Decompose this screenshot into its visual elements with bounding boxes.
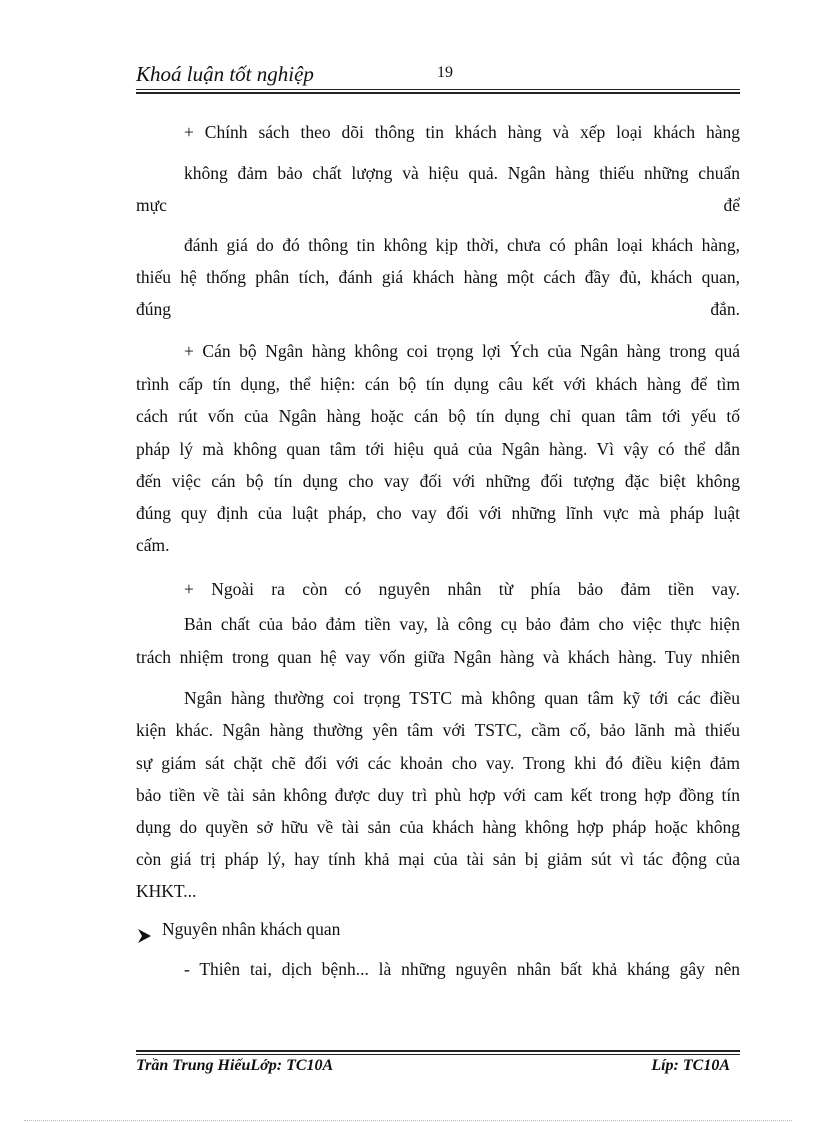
paragraph-line: cấm. [136,535,170,555]
split-left-text: mực [136,195,167,215]
paragraph-line: Ngân hàng thường coi trọng TSTC mà không quan tâm kỹ tới các điều [184,688,740,708]
paragraph-line: trình cấp tín dụng, thể hiện: cán bộ tín dụng câu kết với khách hàng để tìm [136,374,740,394]
paragraph-line: đánh giá do đó thông tin không kịp thời, chưa có phân loại khách hàng, [184,235,740,255]
bullet-heading-text: Nguyên nhân khách quan [162,919,341,939]
paragraph-line: kiện khác. Ngân hàng thường yên tâm với TSTC, cầm cố, bảo lãnh mà thiếu [136,720,740,740]
paragraph-line-split [136,293,740,326]
page-bottom-divider [24,1120,792,1121]
paragraph-line: bảo tiền về tài sản không được duy trì phù hợp với cam kết trong hợp đồng tín [136,785,740,805]
footer-rule-bottom [136,1054,740,1055]
split-left-text: đúng [136,299,171,319]
footer-author: Trần Trung HiếuLớp: TC10A [136,1057,334,1074]
arrow-bullet-icon [136,922,152,938]
page-number: 19 [437,64,453,81]
paragraph-line: + Ngoài ra còn có nguyên nhân từ phía bảo đảm tiền vay. [184,579,740,599]
paragraph-line: cách rút vốn của Ngân hàng hoặc cán bộ tín dụng chỉ quan tâm tới yếu tố [136,406,740,426]
paragraph-line: KHKT... [136,881,197,901]
split-right-text: để [723,195,740,215]
split-right-text: đắn. [710,299,740,319]
paragraph-line: sự giám sát chặt chẽ đối với các khoản cho vay. Trong khi đó điều kiện đảm [136,753,740,773]
paragraph-line: thiếu hệ thống phân tích, đánh giá khách hàng một cách đầy đủ, khách quan, [136,267,740,287]
paragraph-line-split [136,189,740,222]
paragraph-line: đúng quy định của luật pháp, cho vay đối với những lĩnh vực mà pháp luật [136,503,740,523]
header-rule-top [136,89,740,90]
paragraph-line: còn giá trị pháp lý, hay tính khả mại của tài sản bị giảm sút vì tác động của [136,849,740,869]
bullet-heading [136,913,340,946]
footer-class: Líp: TC10A [651,1057,730,1074]
header-rule-bottom [136,92,740,94]
paragraph-line: + Cán bộ Ngân hàng không coi trọng lợi Ých của Ngân hàng trong quá [184,341,740,361]
paragraph-line: pháp lý mà không quan tâm tới hiệu quả của Ngân hàng. Vì vậy có thể dẫn [136,439,740,459]
paragraph-line: + Chính sách theo dõi thông tin khách hàng và xếp loại khách hàng [184,122,740,142]
paragraph-line: trách nhiệm trong quan hệ vay vốn giữa Ngân hàng và khách hàng. Tuy nhiên [136,647,740,667]
paragraph-line: dụng do quyền sở hữu về tài sản của khách hàng không hợp pháp hoặc không [136,817,740,837]
paragraph-line: đến việc cán bộ tín dụng cho vay đối với những đối tượng đặc biệt không [136,471,740,491]
paragraph-line: Bản chất của bảo đảm tiền vay, là công cụ bảo đảm cho việc thực hiện [184,614,740,634]
paragraph-line: - Thiên tai, dịch bệnh... là những nguyên nhân bất khả kháng gây nên [184,959,740,979]
footer-rule-top [136,1050,740,1052]
paragraph-line: không đảm bảo chất lượng và hiệu quả. Ngân hàng thiếu những chuẩn [184,163,740,183]
header-title: Khoá luận tốt nghiệp [136,62,314,86]
